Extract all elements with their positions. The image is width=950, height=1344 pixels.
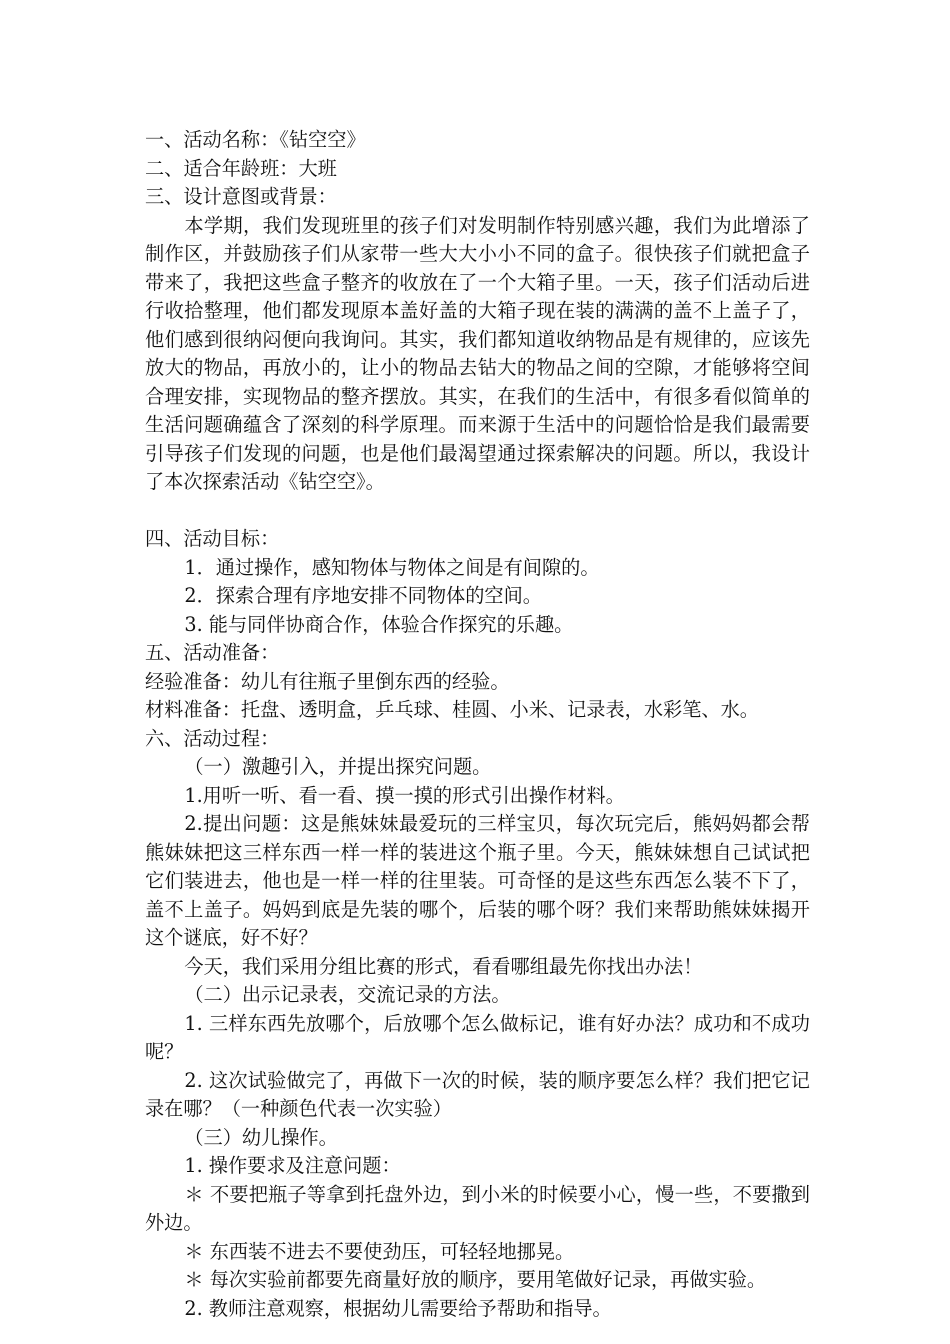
heading-design-background: 三、设计意图或背景： [145,185,337,208]
background-paragraph: 本学期，我们发现班里的孩子们对发明制作特别感兴趣，我们为此增添了制作区，并鼓励孩子们从家带一些大大小小不同的盒子。很快孩子们就把盒子带来了，我把这些盒子整齐的收放在了一个大箱子里。一天，孩子们活动后进行收拾整理，他们都发现原本盖好盖的大箱子现在装的满满的盖不上盖子了，他们感到很纳闷便向我询问。其实，我们都知道收纳物品是有规律的，应该先放大的物品，再放小的，让小的物品去钻大的物品之间的空隙，才能够将空间合理安排，实现物品的整齐摆放。其实，在我们的生活中，有很多看似简单的生活问题确蕴含了深刻的科学原理。而来源于生活中的问题恰恰是我们最需要引导孩子们发现的问题，也是他们最渴望通过探索解决的问题。所以，我设计了本次探索活动《钻空空》。 [145,213,810,493]
process-section-2-item-1: 1. 三样东西先放哪个，后放哪个怎么做标记，谁有好办法？成功和不成功呢？ [145,1011,810,1063]
goal-item-1: 1．通过操作，感知物体与物体之间是有间隙的。 [184,555,600,579]
process-section-1-item-3: 今天，我们采用分组比赛的形式，看看哪组最先你找出办法！ [184,954,703,978]
heading-activity-process: 六、活动过程： [145,726,280,750]
process-section-3-note-2: ＊ 东西装不进去不要使劲压，可轻轻地挪晃。 [184,1239,575,1263]
goal-item-2: 2．探索合理有序地安排不同物体的空间。 [184,584,542,607]
process-section-3-item-2: 2. 教师注意观察，根据幼儿需要给予帮助和指导。 [184,1296,612,1320]
process-section-2-item-2: 2. 这次试验做完了，再做下一次的时候，装的顺序要怎么样？我们把它记录在哪？（一种颜色代表一次实验） [145,1068,810,1120]
heading-activity-goals: 四、活动目标： [145,527,280,550]
process-section-1-item-1: 1.用听一听、看一看、摸一摸的形式引出操作材料。 [184,783,625,807]
heading-activity-preparation: 五、活动准备： [145,641,280,664]
prep-experience: 经验准备：幼儿有往瓶子里倒东西的经验。 [145,669,510,693]
goal-item-3: 3. 能与同伴协商合作，体验合作探究的乐趣。 [184,612,574,636]
section-spacer [145,497,810,526]
process-section-3-title: （三）幼儿操作。 [184,1125,338,1149]
process-section-2-title: （二）出示记录表，交流记录的方法。 [184,983,511,1006]
process-section-3-note-3: ＊ 每次实验前都要先商量好放的顺序，要用笔做好记录，再做实验。 [184,1268,767,1291]
process-section-1-title: （一）激趣引入，并提出探究问题。 [184,755,492,778]
heading-age-group: 二、适合年龄班：大班 [145,156,337,180]
document-body [145,126,810,1323]
process-section-3-item-1: 1. 操作要求及注意问题： [184,1154,401,1177]
heading-activity-name: 一、活动名称：《钻空空》 [145,128,366,151]
process-section-3-note-1: ＊ 不要把瓶子等拿到托盘外边，到小米的时候要小心，慢一些，不要撒到外边。 [145,1182,810,1234]
prep-materials: 材料准备：托盘、透明盒，乒乓球、桂圆、小米、记录表，水彩笔、水。 [145,698,759,721]
process-section-1-item-2: 2.提出问题：这是熊妹妹最爱玩的三样宝贝，每次玩完后，熊妈妈都会帮熊妹妹把这三样东西一样一样的装进这个瓶子里。今天，熊妹妹想自己试试把它们装进去，他也是一样一样的往里装。可奇怪的是这些东西怎么装不下了，盖不上盖子。妈妈到底是先装的哪个，后装的哪个呀？我们来帮助熊妹妹揭开这个谜底，好不好？ [145,812,810,949]
